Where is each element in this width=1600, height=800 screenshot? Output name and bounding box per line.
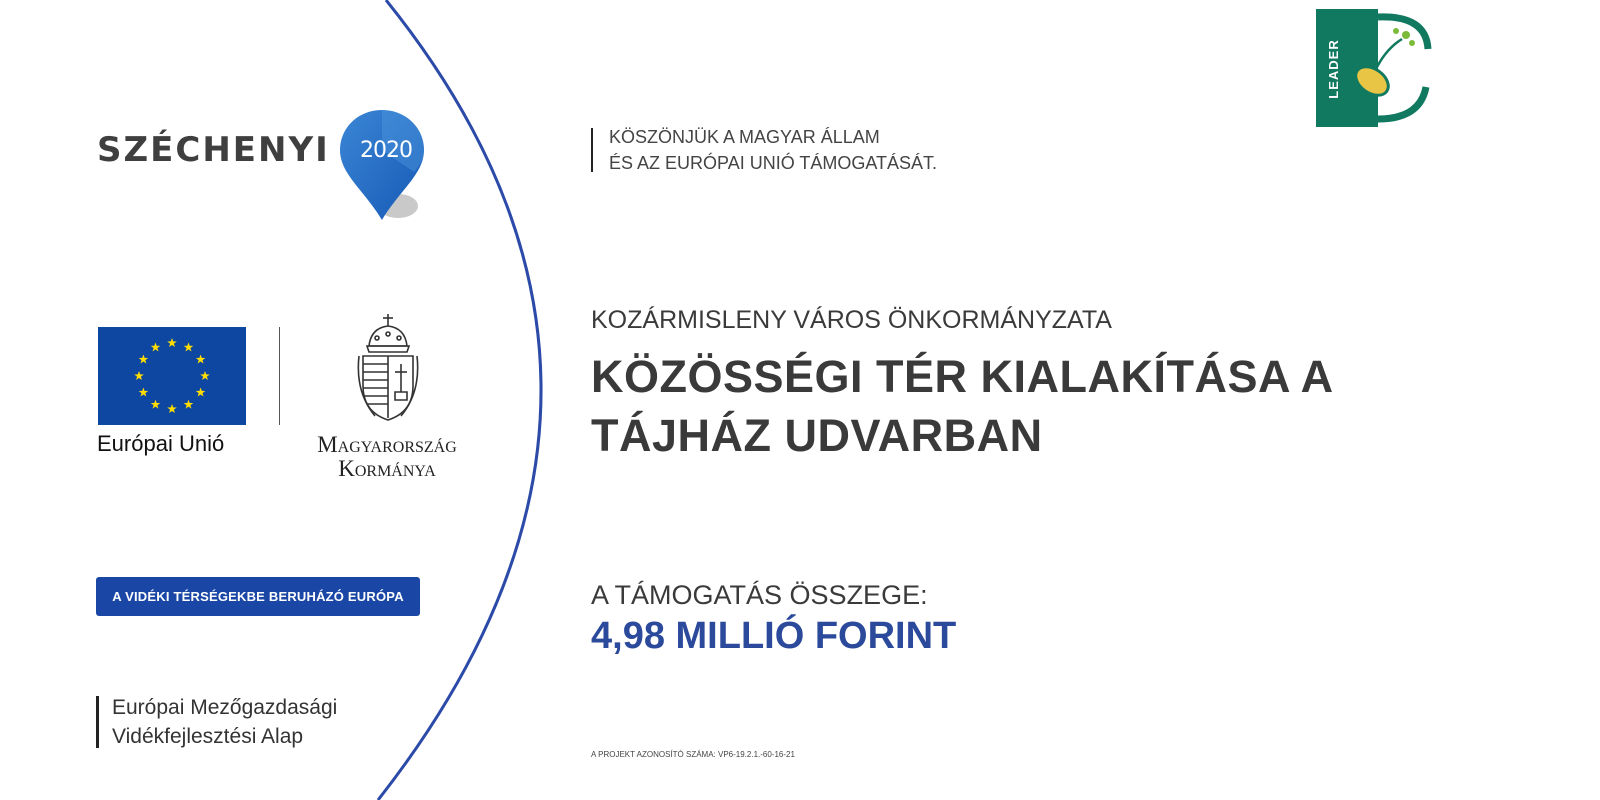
szechenyi-year: 2020 [360, 138, 412, 163]
government-label-line2: Kormánya [338, 456, 436, 481]
project-identifier: A PROJEKT AZONOSÍTÓ SZÁMA: VP6-19.2.1.-60-16-21 [591, 750, 795, 759]
project-title-line1: KÖZÖSSÉGI TÉR KIALAKÍTÁSA A [591, 351, 1334, 402]
fund-name-line2: Vidékfejlesztési Alap [112, 725, 304, 748]
eu-label: Európai Unió [97, 431, 225, 456]
government-label [296, 433, 478, 481]
project-title-line2: TÁJHÁZ UDVARBAN [591, 410, 1043, 461]
project-title [591, 347, 1451, 465]
thanks-accent-bar [591, 128, 593, 172]
thanks-message [609, 124, 937, 176]
leader-logo-icon [1316, 9, 1434, 127]
rural-europe-banner: A VIDÉKI TÉRSÉGEKBE BERUHÁZÓ EURÓPA [96, 577, 420, 616]
logo-separator [279, 327, 280, 425]
fund-accent-bar [96, 696, 99, 748]
thanks-line2: ÉS AZ EURÓPAI UNIÓ TÁMOGATÁSÁT. [609, 153, 938, 173]
thanks-line1: KÖSZÖNJÜK A MAGYAR ÁLLAM [609, 127, 880, 147]
beneficiary-organization: KOZÁRMISLENY VÁROS ÖNKORMÁNYZATA [591, 306, 1112, 334]
leader-wordmark: LEADER [1326, 39, 1341, 99]
coat-of-arms-icon [355, 312, 421, 424]
szechenyi-wordmark: SZÉCHENYI [97, 130, 330, 170]
eu-flag-icon [98, 327, 246, 425]
location-pin-icon [340, 108, 430, 226]
government-label-line1: Magyarország [317, 432, 457, 457]
grant-amount-value: 4,98 MILLIÓ FORINT [591, 615, 957, 657]
grant-amount-label: A TÁMOGATÁS ÖSSZEGE: [591, 580, 928, 610]
szechenyi-2020-logo [97, 108, 437, 228]
fund-name [112, 693, 337, 751]
fund-name-line1: Európai Mezőgazdasági [112, 696, 338, 719]
